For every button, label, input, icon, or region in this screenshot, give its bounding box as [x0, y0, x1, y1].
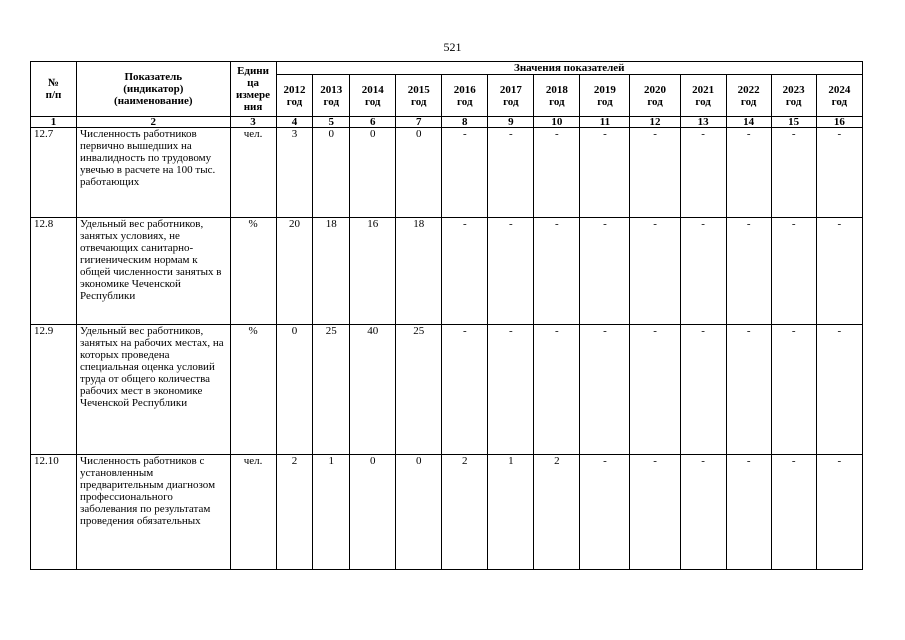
column-number: 3 — [230, 117, 276, 128]
header-year: 2023 год — [771, 75, 816, 117]
row-value: 3 — [276, 128, 313, 218]
row-value: - — [680, 218, 726, 325]
row-value: 40 — [350, 325, 396, 455]
row-value: - — [580, 218, 630, 325]
row-indicator-name: Численность работников первично вышедших на инвалидность по трудовому увечью в расчете на 100 тыс. работающих — [77, 128, 230, 218]
header-year: 2016 год — [442, 75, 488, 117]
row-value: 25 — [396, 325, 442, 455]
row-value: 2 — [276, 455, 313, 570]
indicators-table — [30, 61, 863, 570]
row-value: 1 — [313, 455, 350, 570]
row-value: - — [488, 325, 534, 455]
row-code: 12.9 — [31, 325, 77, 455]
row-value: 16 — [350, 218, 396, 325]
column-number: 15 — [771, 117, 816, 128]
column-number: 16 — [816, 117, 862, 128]
row-value: - — [580, 325, 630, 455]
row-indicator-name: Численность работников с установленным предварительным диагнозом профессионального заболевания по результатам проведения обязательных — [77, 455, 230, 570]
row-value: - — [726, 325, 771, 455]
header-values: Значения показателей — [276, 62, 862, 75]
header-num: № п/п — [31, 62, 77, 117]
table-row — [31, 455, 863, 570]
row-value: - — [442, 325, 488, 455]
row-value: 0 — [350, 455, 396, 570]
row-value: - — [630, 455, 680, 570]
header-year: 2015 год — [396, 75, 442, 117]
row-value: 0 — [313, 128, 350, 218]
row-value: - — [534, 128, 580, 218]
row-indicator-name: Удельный вес работников, занятых условиях, не отвечающих санитарно-гигиеническим нормам к общей численности занятых в экономике Чеченской Республики — [77, 218, 230, 325]
column-number: 7 — [396, 117, 442, 128]
header-year: 2021 год — [680, 75, 726, 117]
row-value: - — [534, 325, 580, 455]
row-value: - — [442, 218, 488, 325]
row-value: 0 — [396, 455, 442, 570]
row-value: - — [726, 455, 771, 570]
header-year: 2018 год — [534, 75, 580, 117]
header-year: 2014 год — [350, 75, 396, 117]
row-indicator-name: Удельный вес работников, занятых на рабочих местах, на которых проведена специальная оценка условий труда от общего количества рабочих мест в экономике Чеченской Республики — [77, 325, 230, 455]
row-value: - — [726, 128, 771, 218]
row-value: 25 — [313, 325, 350, 455]
row-value: 2 — [442, 455, 488, 570]
header-year: 2017 год — [488, 75, 534, 117]
row-code: 12.10 — [31, 455, 77, 570]
row-value: 18 — [396, 218, 442, 325]
column-number: 1 — [31, 117, 77, 128]
table-row — [31, 218, 863, 325]
row-value: - — [680, 128, 726, 218]
row-value: - — [816, 325, 862, 455]
column-number: 13 — [680, 117, 726, 128]
column-number: 5 — [313, 117, 350, 128]
row-unit: % — [230, 218, 276, 325]
header-name: Показатель (индикатор) (наименование) — [77, 62, 230, 117]
row-value: - — [580, 455, 630, 570]
column-number: 11 — [580, 117, 630, 128]
column-number: 12 — [630, 117, 680, 128]
row-value: - — [680, 455, 726, 570]
row-unit: % — [230, 325, 276, 455]
header-unit: Едини ца измере ния — [230, 62, 276, 117]
column-number: 10 — [534, 117, 580, 128]
column-number: 9 — [488, 117, 534, 128]
row-value: - — [534, 218, 580, 325]
header-year: 2020 год — [630, 75, 680, 117]
row-value: - — [816, 128, 862, 218]
column-number: 14 — [726, 117, 771, 128]
header-year: 2012 год — [276, 75, 313, 117]
row-value: 0 — [396, 128, 442, 218]
row-value: 18 — [313, 218, 350, 325]
row-value: - — [816, 218, 862, 325]
row-value: 0 — [350, 128, 396, 218]
row-unit: чел. — [230, 455, 276, 570]
row-value: - — [580, 128, 630, 218]
table-row — [31, 128, 863, 218]
header-year: 2013 год — [313, 75, 350, 117]
row-value: - — [771, 128, 816, 218]
row-value: - — [630, 128, 680, 218]
row-value: - — [726, 218, 771, 325]
row-value: - — [771, 325, 816, 455]
row-code: 12.7 — [31, 128, 77, 218]
table-row — [31, 325, 863, 455]
page-number: 521 — [443, 40, 462, 54]
row-value: 20 — [276, 218, 313, 325]
header-year: 2019 год — [580, 75, 630, 117]
row-value: 2 — [534, 455, 580, 570]
column-number: 8 — [442, 117, 488, 128]
column-number: 2 — [77, 117, 230, 128]
row-value: - — [630, 218, 680, 325]
row-value: 0 — [276, 325, 313, 455]
row-value: - — [488, 128, 534, 218]
row-value: - — [680, 325, 726, 455]
header-year: 2024 год — [816, 75, 862, 117]
column-number: 4 — [276, 117, 313, 128]
row-value: 1 — [488, 455, 534, 570]
row-value: - — [630, 325, 680, 455]
row-value: - — [771, 455, 816, 570]
row-code: 12.8 — [31, 218, 77, 325]
header-year: 2022 год — [726, 75, 771, 117]
row-value: - — [442, 128, 488, 218]
column-number: 6 — [350, 117, 396, 128]
row-value: - — [488, 218, 534, 325]
row-value: - — [816, 455, 862, 570]
row-value: - — [771, 218, 816, 325]
row-unit: чел. — [230, 128, 276, 218]
